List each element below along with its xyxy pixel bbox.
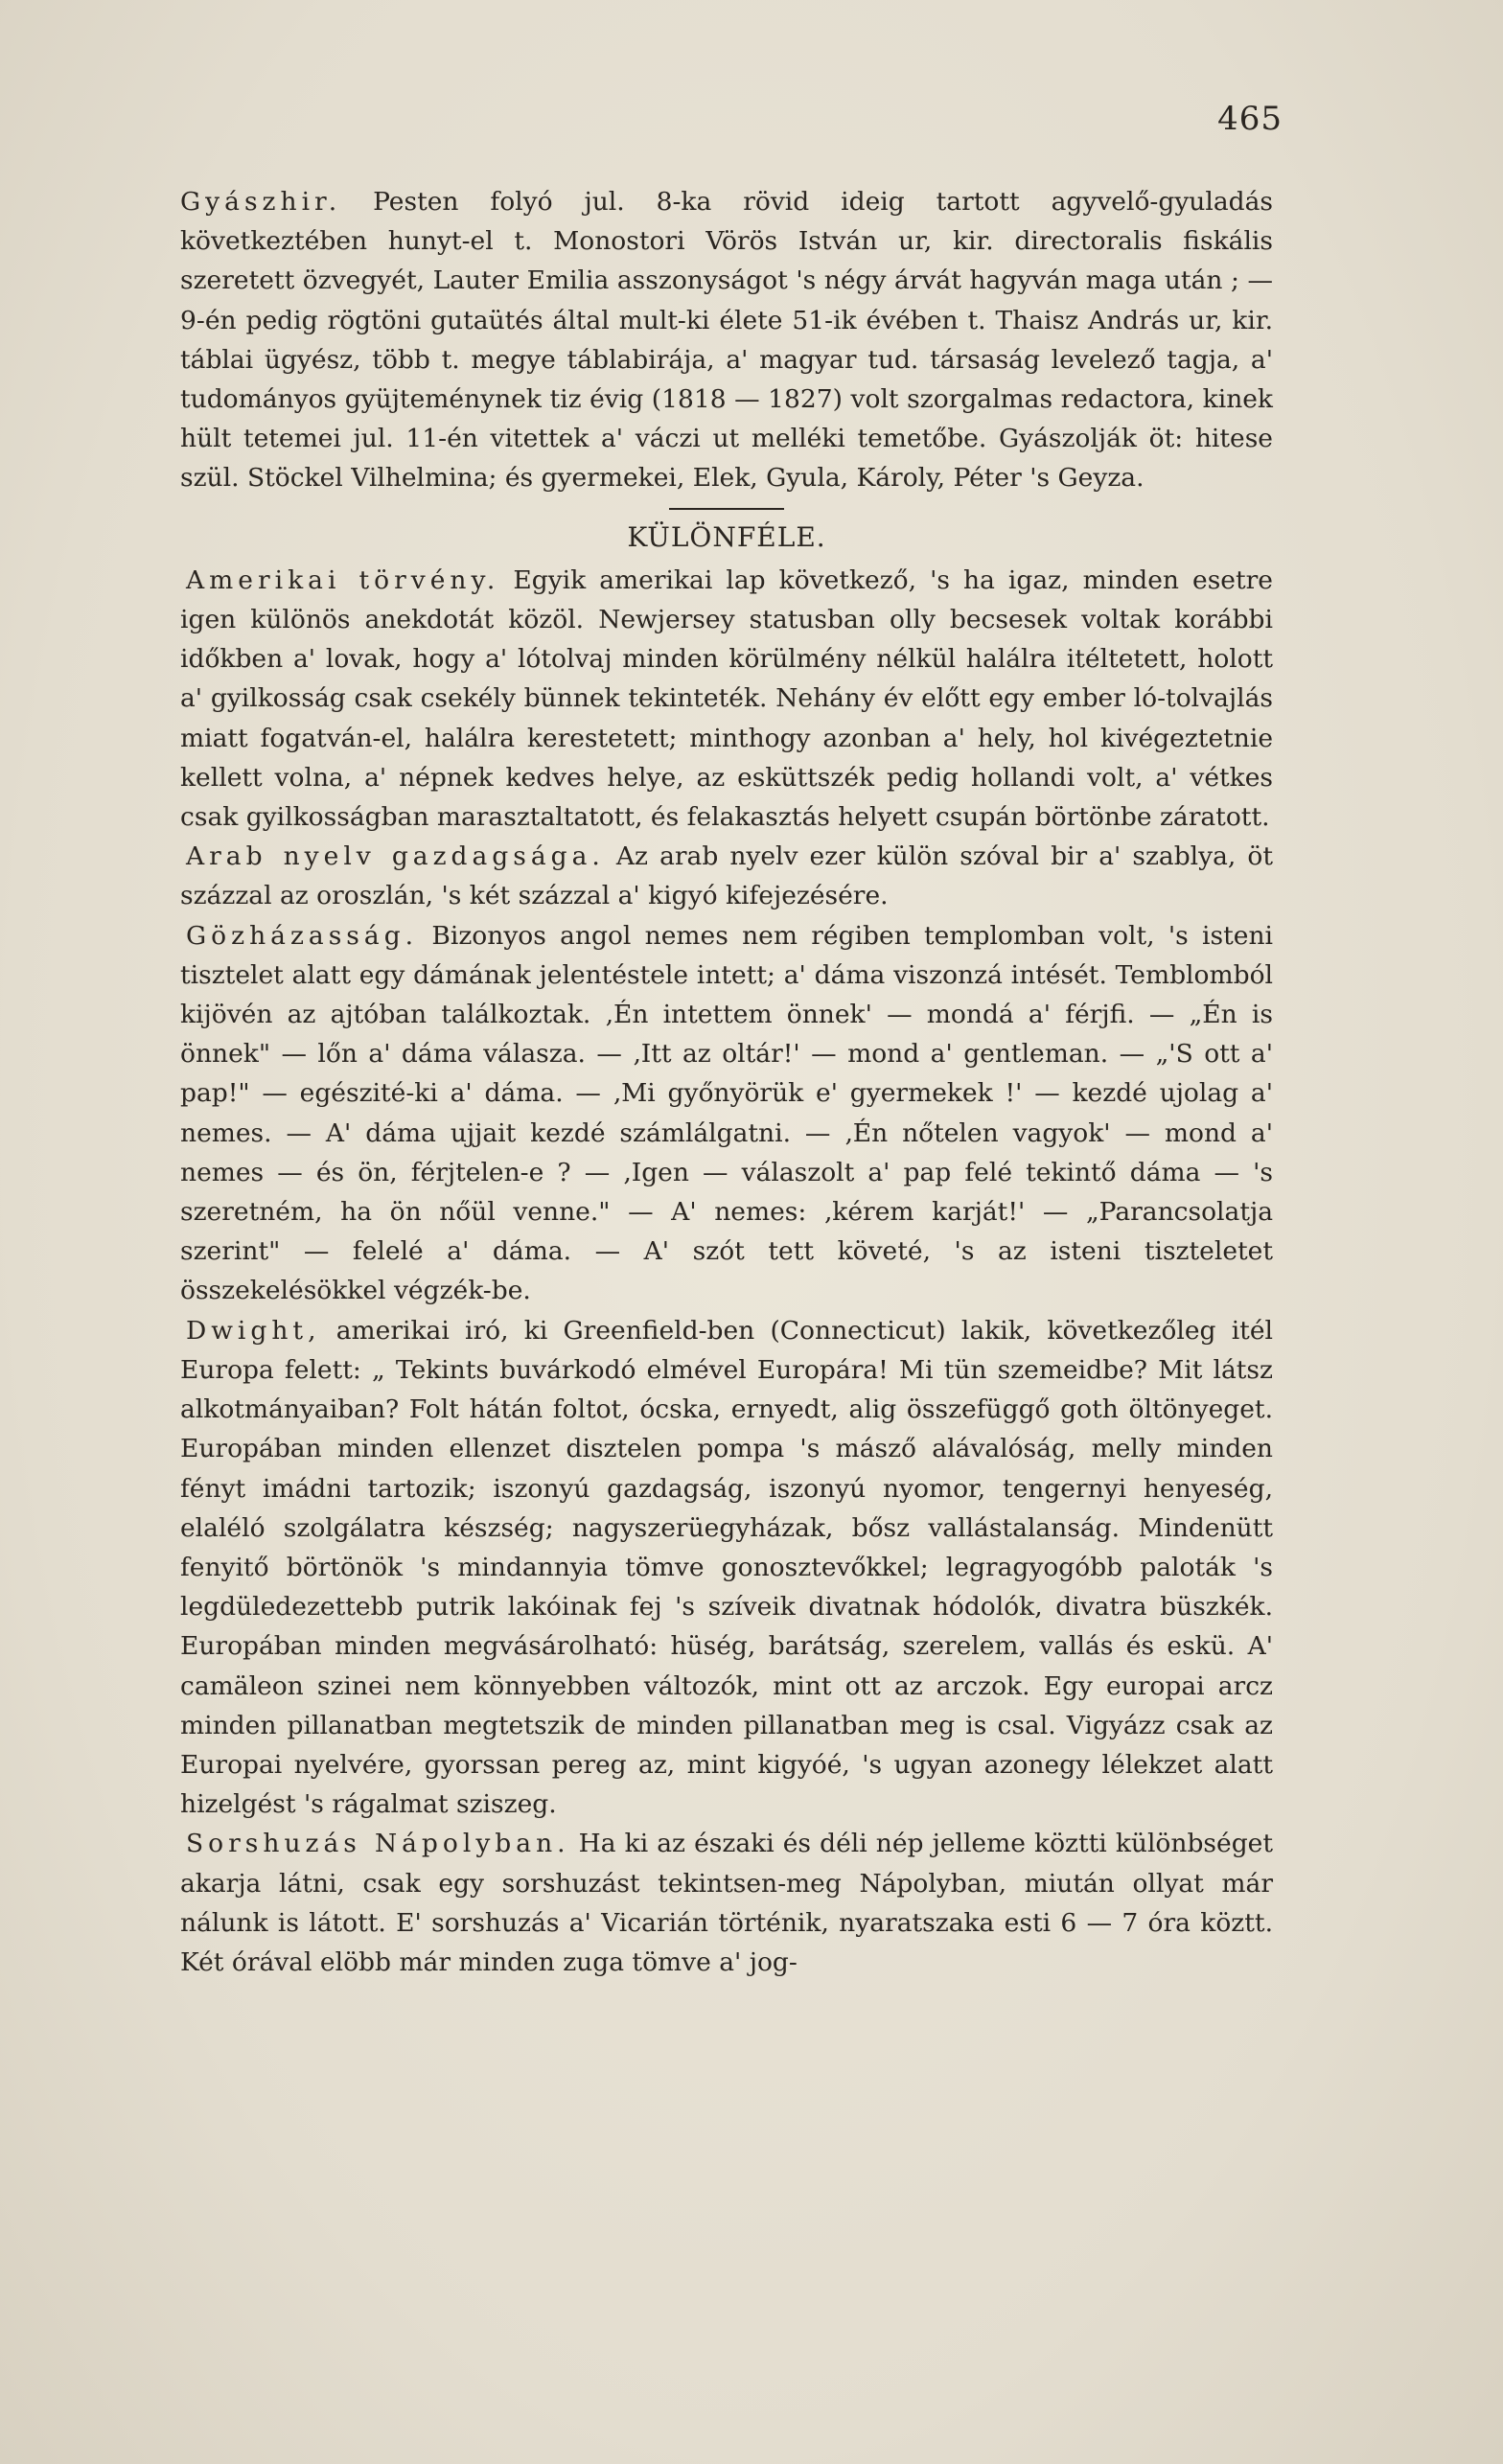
paragraph-text: amerikai iró, ki Greenfield-ben (Connecticut) lakik, következőleg itél Europa felett: „ Tekints buvárkodó elmével Europára! Mi tün szemeidbe? Mit látsz alkotmányaiban? Folt hátán foltot, ócska, ernyedt, alig összefüggő goth öltönyeget. Europában minden ellenzet disztelen pompa 's másző alávalóság, melly minden fényt imádni tartozik; iszonyú gazdagság, iszonyú nyomor, tengernyi henyeség, elaléló szolgálatra készség; nagyszerüegyházak, bősz vallástalanság. Mindenütt fenyitő börtönök 's mindannyia tömve gonosztevőkkel; legragyogóbb paloták 's legdüledezettebb putrik lakóinak fej 's szíveik divatnak hódolók, divatra büszkék. Europában minden megvásárolható: hüség, barátság, szerelem, vallás és eskü. A' camäleon szinei nem könnyebben változók, mint ott az arczok. Egy europai arcz minden pillanatban megtetszik de minden pillanatban meg is csal. Vigyázz csak az Europai nyelvére, gyorssan pereg az, mint kigyóé, 's ugyan azonegy lélekzet alatt hizelgést 's rágalmat sziszeg. (180, 1315, 1273, 1820)
paragraph-text: Egyik amerikai lap következő, 's ha igaz, minden esetre igen különös anekdotát közöl. Newjersey statusban olly becsesek voltak korábbi időkben a' lovak, hogy a' lótolvaj minden körülmény nélkül halálra itéltetett, holott a' gyilkosság csak csekély bünnek tekinteték. Nehány év előtt egy ember ló-tolvajlás miatt fogatván-el, halálra kerestetett; minthogy azonban a' hely, hol kivégeztetnie kellett volna, a' népnek kedves helye, az esküttszék pedig hollandi volt, a' vétkes csak gyilkosságban marasztaltatott, és felakasztás helyett csupán börtönbe záratott. (180, 564, 1273, 833)
text-column (180, 182, 1273, 1982)
paragraph-label: Sorshuzás Nápolyban. (186, 1829, 570, 1859)
paragraph-gozhazassag (180, 916, 1273, 1311)
gyaszhir-paragraph (180, 182, 1273, 498)
paragraph-sorshuzas (180, 1824, 1273, 1982)
section-divider (669, 508, 784, 510)
gyaszhir-text: Pesten folyó jul. 8-ka rövid ideig tartott agyvelő-gyuladás következtében hunyt-el t. Monostori Vörös István ur, kir. directoralis fiskális szeretett özvegyét, Lauter Emilia asszonyságot 's négy árvát hagyván maga után ; — 9-én pedig rögtöni gutaütés által mult-ki élete 51-ik évében t. Thaisz András ur, kir. táblai ügyész, több t. megye táblabirája, a' magyar tud. társaság levelező tagja, a' tudományos gyüjteménynek tiz évig (1818 — 1827) volt szorgalmas redactora, kinek hült tetemei jul. 11-én vitettek a' váczi ut melléki temetőbe. Gyászolják öt: hitese szül. Stöckel Vilhelmina; és gyermekei, Elek, Gyula, Károly, Péter 's Geyza. (180, 187, 1273, 494)
gyaszhir-label: Gyászhir. (180, 187, 342, 217)
paragraph-label: Arab nyelv gazdagsága. (186, 841, 605, 872)
paragraph-text: Az arab nyelv ezer külön szóval bir a' szablya, öt százzal az oroszlán, 's két százzal a' kigyó kifejezésére. (180, 841, 1273, 911)
paragraph-amerikai-torveny (180, 561, 1273, 837)
paragraph-label: Amerikai törvény. (186, 564, 500, 595)
page-number: 465 (1217, 100, 1283, 138)
paragraph-text: Bizonyos angol nemes nem régiben templomban volt, 's isteni tisztelet alatt egy dámának jelentéstele intett; a' dáma viszonzá intését. Temblomból kijövén az ajtóban találkoztak. ‚Én intettem önnek' — mondá a' férjfi. — „Én is önnek" — lőn a' dáma válasza. — ‚Itt az oltár!' — mond a' gentleman. — „'S ott a' pap!" — egészité-ki a' dáma. — ‚Mi győnyörük e' gyermekek !' — kezdé ujolag a' nemes. — A' dáma ujjait kezdé számlálgatni. — ‚Én nőtelen vagyok' — mond a' nemes — és ön, férjtelen-e ? — ‚Igen — válaszolt a' pap felé tekintő dáma — 's szeretném, ha ön nőül venne." — A' nemes: ‚kérem karját!' — „Parancsolatja szerint" — felelé a' dáma. — A' szót tett követé, 's az isteni tiszteletet összekelésökkel végzék-be. (180, 920, 1273, 1306)
paragraph-label: Gözházasság. (186, 920, 419, 951)
section-heading: KÜLÖNFÉLE. (627, 520, 826, 553)
paragraph-text: Ha ki az északi és déli nép jelleme köztti különbséget akarja látni, csak egy sorshuzást tekintsen-meg Nápolyban, miután ollyat már nálunk is látott. E' sorshuzás a' Vicarián történik, nyaratszaka esti 6 — 7 óra köztt. Két órával elöbb már minden zuga tömve a' jog- (180, 1829, 1273, 1977)
paragraph-label: Dwight, (186, 1315, 321, 1346)
paragraph-dwight (180, 1311, 1273, 1825)
paragraph-arab-nyelv (180, 837, 1273, 915)
